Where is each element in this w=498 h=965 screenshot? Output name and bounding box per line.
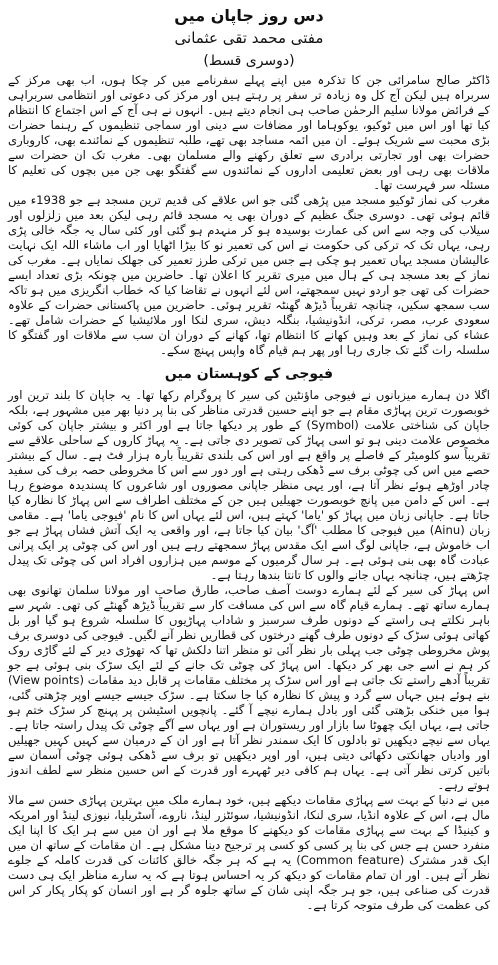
article-author: مفتی محمد تقی عثمانی — [174, 29, 324, 47]
paragraph-2: مغرب کی نماز ٹوکیو مسجد میں پڑھی گئی جو اس علاقے کی قدیم ترین مسجد ہے جو 1938ء میں قائم ہوئی تھی۔ دوسری جنگ عظیم کے دوران بھی یہ مسجد قائم رہی لیکن بعد میں زلزلوں اور سیلاب کی وجہ سے اس کی عمارت بوسیدہ ہو کر منہدم ہو گئی اور کئی سال یہ جگہ خالی پڑی رہی، یہاں تک کہ ترکی کی حکومت نے اس کی تعمیر نو کا بیڑا اٹھایا اور اب ماشاء اللہ ایک نہایت عالیشان مسجد یہاں تعمیر ہو چکی ہے جس میں ترکی طرز تعمیر کی جھلک نمایاں ہے۔ مغرب کی نماز کے بعد مسجد ہی کے ہال میں میری تقریر کا اعلان تھا۔ حاضرین میں چونکہ بڑی تعداد ایسے حضرات کی تھی جو اردو نہیں سمجھتے، اس لئے انہوں نے تقاضا کیا کہ خطاب انگریزی میں ہو تاکہ سب سمجھ سکیں، چنانچہ تقریباً ڈیڑھ گھنٹہ تقریر ہوئی۔ حاضرین میں پاکستانی حضرات کے علاوہ سعودی عرب، مصر، ترکی، انڈونیشیا، بنگلہ دیش، سری لنکا اور ملائیشیا کے حضرات شامل تھے۔ عشاء کی نماز کے بعد وہیں کھانے کا انتظام تھا، کھانے کے دوران ان سب سے ملاقات اور گفتگو کا سلسلہ رات گئے تک جاری رہا اور پھر ہم قیام گاہ واپس پہنچ سکے۔ — [8, 193, 491, 357]
article-title: دس روز جاپان میں — [174, 6, 324, 25]
article-part: (دوسری قسط) — [203, 53, 295, 69]
paragraph-1: ڈاکٹر صالح سامرائی جن کا تذکرہ میں اپنے پہلے سفرنامے میں کر چکا ہوں، اب بھی مرکز کے سربراہ ہیں لیکن آج کل وہ زیادہ تر سفر پر رہتے ہیں اور مرکز کی دعوتی اور انتظامی سربراہی کے فرائض مولانا سلیم الرحمٰن صاحب ہی انجام دیتے ہیں۔ انہوں نے ہی آج کے اس اجتماع کا انتظام کیا تھا اور اس میں ٹوکیو، یوکوہاما اور مضافات سے دینی اور سماجی تنظیموں کے رہنما حضرات بڑی محبت سے شریک ہوئے۔ ان میں ائمہ مساجد بھی تھے، طلبہ تنظیموں کے نمائندے بھی، کاروباری حضرات بھی اور تجارتی برادری سے تعلق رکھنے والے مسلمان بھی۔ مغرب تک ان حضرات سے ملاقات بھی رہی اور بعض تعلیمی اداروں کے نمائندوں سے گفتگو بھی جن میں بچوں کی تعلیم کا مسئلہ سر فہرست تھا۔ — [8, 73, 490, 192]
section-heading: فیوجی کے کوہستان میں — [164, 366, 334, 382]
article-header — [8, 4, 490, 73]
paragraph-3: اگلا دن ہمارے میزبانوں نے فیوجی ماؤنٹین کی سیر کا پروگرام رکھا تھا۔ یہ جاپان کا بلند ترین اور خوبصورت ترین پہاڑی مقام ہے جو اپنے حسین قدرتی مناظر کی بنا پر دنیا بھر میں مشہور ہے، بلکہ جاپان کی شناختی علامت (Symbol) کے طور پر دیکھا جاتا ہے اور اکثر و بیشتر جاپان کی کوئی مخصوص علامت دینی ہو تو اسی پہاڑ کی تصویر دی جاتی ہے۔ یہ پہاڑ کاروں کے ساحلی علاقے سے تقریباً سو کلومیٹر کے فاصلے پر واقع ہے اور اس کی بلندی تقریباً بارہ ہزار فٹ ہے۔ سال کے بیشتر حصے میں اس کی چوٹی برف سے ڈھکی رہتی ہے اور دور سے اس کا مخروطی حصہ برف کی سفید چادر اوڑھے ہوئے نظر آتا ہے، اور یہی منظر جاپانی مصوروں اور شاعروں کا پسندیدہ موضوع رہا ہے۔ اس کے دامن میں پانچ خوبصورت جھیلیں ہیں جن کے مختلف اطراف سے اس پہاڑ کا نظارہ کیا جاتا ہے۔ جاپانی زبان میں پہاڑ کو 'یاما' کہتے ہیں، اس لئے یہاں اس کا نام 'فیوجی یاما' ہے۔ مقامی زبان (Ainu) میں فیوجی کا مطلب 'آگ' بیان کیا جاتا ہے، اور واقعی یہ ایک آتش فشاں پہاڑ ہے جو اب خاموش ہے، جاپانی لوگ اسے ایک مقدس پہاڑ سمجھتے رہے ہیں اور اس کی چوٹی پر ایک پرانی عبادت گاہ بھی بنی ہوئی ہے۔ ہر سال گرمیوں کے موسم میں ہزاروں افراد اس کی چوٹی تک پیدل چڑھتے ہیں، چنانچہ یہاں جانے والوں کا تانتا بندھا رہتا ہے۔ — [8, 388, 490, 582]
paragraph-4: اس پہاڑ کی سیر کے لئے ہمارے دوست آصف صاحب، طارق صاحب اور مولانا سلمان تھانوی بھی ہمارے ساتھ تھے۔ ہمارے قیام گاہ سے اس کی مسافت کار سے تقریباً ڈیڑھ گھنٹے کی تھی۔ شہر سے باہر نکلتے ہی راستے کے دونوں طرف سرسبز و شاداب پہاڑیوں کا سلسلہ شروع ہو گیا اور بل کھاتی ہوئی سڑک کے دونوں طرف گھنے درختوں کی قطاریں نظر آنے لگیں۔ فیوجی کی دوسری برف پوش مخروطی چوٹی جب پہلی بار نظر آئی تو منظر اتنا دلکش تھا کہ تھوڑی دیر کے لئے گاڑی روک کر ہم نے اسے جی بھر کر دیکھا۔ اس پہاڑ کی چوٹی تک جانے کے لئے ایک سڑک بنی ہوئی ہے جو تقریباً آدھے راستے تک جاتی ہے اور اس سڑک پر مختلف مقامات پر قابل دید مقامات (View points) بنے ہوئے ہیں جہاں سے گرد و پیش کا نظارہ کیا جا سکتا ہے۔ سڑک جیسے جیسے اوپر چڑھتی گئی، ہوا میں خنکی بڑھتی گئی اور بادل ہمارے نیچے آ گئے۔ پانچویں اسٹیشن پر پہنچ کر سڑک ختم ہو جاتی ہے، یہاں ایک چھوٹا سا بازار اور ریستوران ہے اور یہاں سے آگے چوٹی تک پیدل راستہ جاتا ہے۔ یہاں سے نیچے دیکھیں تو بادلوں کا ایک سمندر نظر آتا ہے اور ان کے درمیان سے کہیں کہیں جھیلیں اور وادیاں جھانکتی دکھائی دیتی ہیں، اور اوپر دیکھیں تو برف سے ڈھکی ہوئی چوٹی آسمان سے باتیں کرتی نظر آتی ہے۔ یہاں ہم کافی دیر ٹھہرے اور قدرت کے اس حسین منظر سے لطف اندوز ہوتے رہے۔ — [8, 583, 490, 792]
paragraph-5: میں نے دنیا کے بہت سے پہاڑی مقامات دیکھے ہیں، خود ہمارے ملک میں بہترین پہاڑی حسن سے مالا مال ہے، اس کے علاوہ انڈیا، سری لنکا، انڈونیشیا، سوئٹزر لینڈ، ناروے، آسٹریلیا، نیوزی لینڈ اور امریکہ و کینیڈا کے بہت سے پہاڑی مقامات کو دیکھنے کا موقع ملا ہے اور ان میں سے ہر ایک کا اپنا ایک منفرد حسن ہے جس کی بنا پر کسی کو کسی پر ترجیح دینا مشکل ہے۔ ان مقامات کے ساتھ ان میں ایک قدر مشترک (Common feature) یہ ہے کہ ہر جگہ خالق کائنات کی قدرت کاملہ کے جلوے نظر آتے ہیں۔ اور ان تمام مقامات کو دیکھ کر یہ احساس ہوتا ہے کہ یہ سارے مناظر ایک ہی دست قدرت کی صناعی ہیں، جو ہر جگہ اپنی شان کے ساتھ جلوہ گر ہے اور انسان کو پکار پکار کر اس کی عظمت کی طرف متوجہ کرتا ہے۔ — [8, 793, 490, 912]
